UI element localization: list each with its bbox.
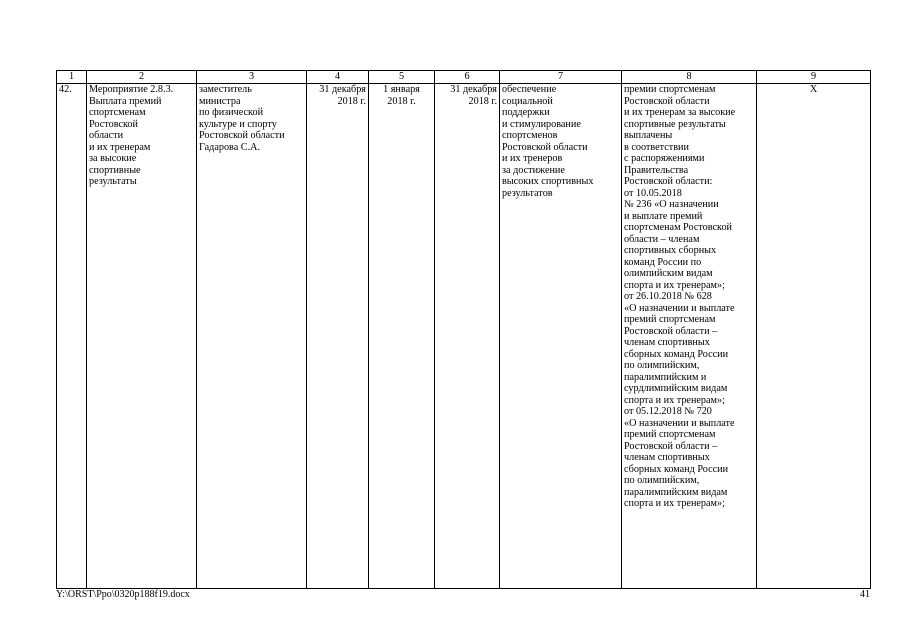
page-footer xyxy=(56,589,870,600)
file-path: Y:\ORST\Ppo\0320p188f19.docx xyxy=(56,589,190,600)
header-cell-6: 6 xyxy=(435,71,500,84)
responsible-person: заместитель министра по физической культуре и спорту Ростовской области Гадарова С.А. xyxy=(197,84,307,589)
table-row xyxy=(57,84,871,589)
actual-start-date: 1 января 2018 г. xyxy=(369,84,435,589)
header-cell-2: 2 xyxy=(87,71,197,84)
page-number: 41 xyxy=(860,589,870,600)
header-cell-1: 1 xyxy=(57,71,87,84)
actual-result: премии спортсменам Ростовской области и их тренерам за высокие спортивные результаты выплачены в соответствии с распоряжениями Правительства Ростовской области: от 10.05.2018 № 236 «О назначении и выплате премий спортсменам Ростовской области – членам спортивных сборных команд России по олимпийским видам спорта и их тренерам»; от 26.10.2018 № 628 «О назначении и выплате премий спортсменам Ростовской области – членам спортивных сборных команд России по олимпийским, паралимпийским и сурдлимпийским видам спорта и их тренерам»; от 05.12.2018 № 720 «О назначении и выплате премий спортсменам Ростовской области – членам спортивных сборных команд России по олимпийским, паралимпийским видам спорта и их тренерам»; xyxy=(622,84,757,589)
header-cell-3: 3 xyxy=(197,71,307,84)
header-cell-9: 9 xyxy=(757,71,871,84)
header-cell-7: 7 xyxy=(500,71,622,84)
row-number: 42. xyxy=(57,84,87,589)
measure-name: Мероприятие 2.8.3. Выплата премий спортсменам Ростовской области и их тренерам за высокие спортивные результаты xyxy=(87,84,197,589)
report-table xyxy=(56,70,871,589)
header-cell-4: 4 xyxy=(307,71,369,84)
planned-end-date: 31 декабря 2018 г. xyxy=(307,84,369,589)
reason-cell: Х xyxy=(757,84,871,589)
header-row xyxy=(57,71,871,84)
header-cell-8: 8 xyxy=(622,71,757,84)
header-cell-5: 5 xyxy=(369,71,435,84)
actual-end-date: 31 декабря 2018 г. xyxy=(435,84,500,589)
expected-result: обеспечение социальной поддержки и стимулирование спортсменов Ростовской области и их тренеров за достижение высоких спортивных результатов xyxy=(500,84,622,589)
